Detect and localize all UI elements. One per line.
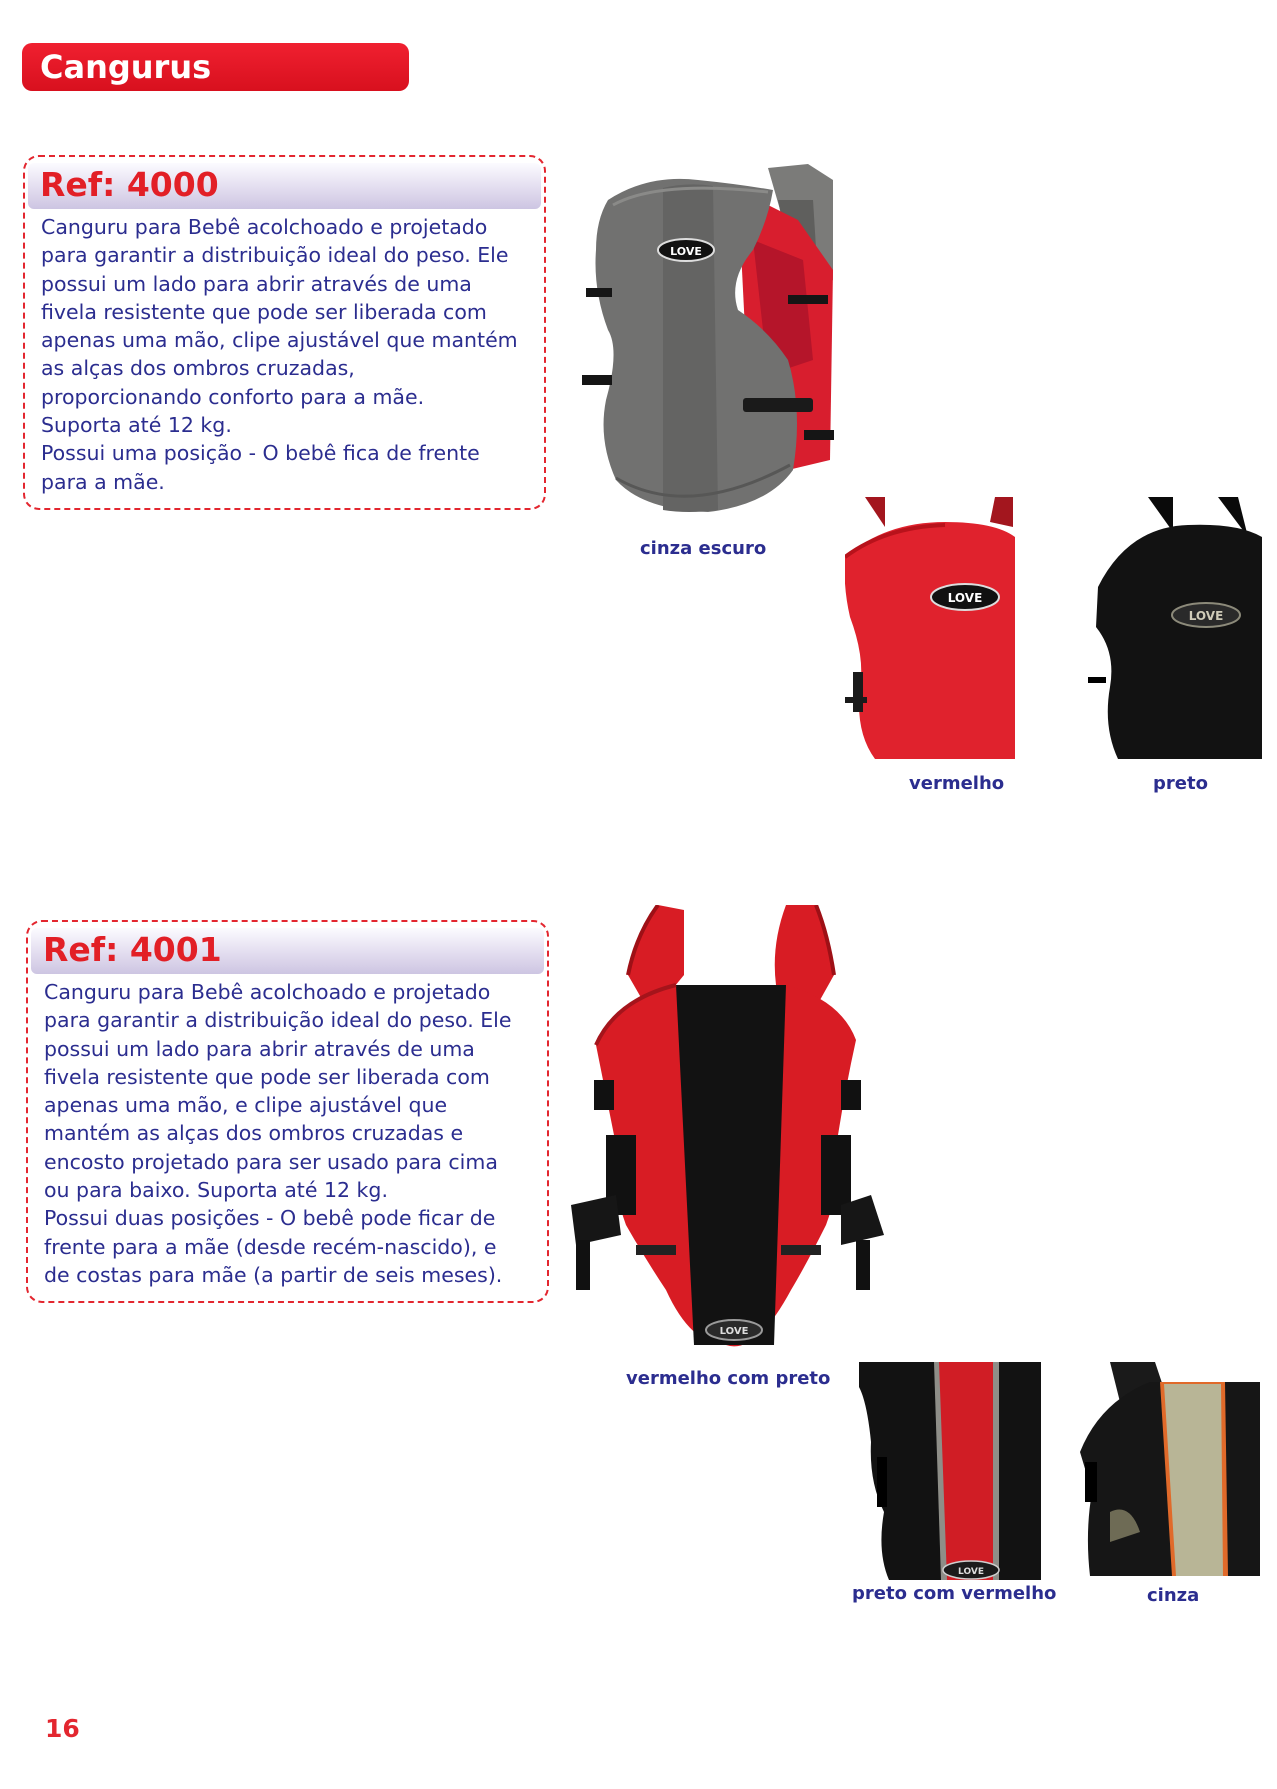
variant-caption: vermelho bbox=[909, 773, 1005, 794]
logo-text: LOVE bbox=[719, 1326, 749, 1337]
description-line: possui um lado para abrir através de uma bbox=[44, 1036, 475, 1061]
logo-text: LOVE bbox=[947, 591, 983, 605]
description-line: encosto projetado para ser usado para cima bbox=[44, 1149, 498, 1174]
description-line: mantém as alças dos ombros cruzadas e bbox=[44, 1121, 464, 1146]
product-card-ref-4001 bbox=[26, 920, 549, 1303]
product-card-ref-4000 bbox=[23, 155, 546, 510]
description-line: fivela resistente que pode ser liberada com bbox=[41, 299, 487, 324]
description-line: fivela resistente que pode ser liberada com bbox=[44, 1064, 490, 1089]
description-line: apenas uma mão, e clipe ajustável que bbox=[44, 1093, 448, 1118]
page-number: 16 bbox=[45, 1714, 80, 1743]
product-photo-vermelho-com-preto bbox=[566, 905, 886, 1350]
product-description bbox=[44, 978, 535, 1289]
variant-caption: vermelho com preto bbox=[626, 1368, 831, 1389]
product-ref-title: Ref: 4001 bbox=[43, 930, 222, 969]
description-line: Suporta até 12 kg. bbox=[41, 413, 232, 438]
product-description bbox=[41, 213, 532, 496]
product-photo-preto bbox=[1088, 497, 1262, 759]
description-line: Possui uma posição - O bebê fica de frente bbox=[41, 441, 480, 466]
variant-caption: preto bbox=[1153, 773, 1208, 794]
product-ref-header bbox=[28, 163, 541, 209]
logo-text: LOVE bbox=[670, 245, 702, 258]
description-line: Possui duas posições - O bebê pode ficar de bbox=[44, 1206, 496, 1231]
product-ref-title: Ref: 4000 bbox=[40, 165, 219, 204]
product-photo-preto-com-vermelho bbox=[859, 1362, 1041, 1580]
description-line: apenas uma mão, clipe ajustável que mantém bbox=[41, 328, 518, 353]
description-line: para garantir a distribuição ideal do peso. Ele bbox=[41, 243, 509, 268]
description-line: para a mãe. bbox=[41, 469, 165, 494]
variant-caption: preto com vermelho bbox=[852, 1583, 1057, 1604]
product-photo-vermelho bbox=[845, 497, 1015, 759]
variant-caption: cinza bbox=[1147, 1585, 1200, 1606]
product-photo-cinza-escuro bbox=[568, 160, 858, 530]
description-line: ou para baixo. Suporta até 12 kg. bbox=[44, 1178, 388, 1203]
variant-caption: cinza escuro bbox=[640, 538, 767, 559]
description-line: de costas para mãe (a partir de seis meses). bbox=[44, 1262, 503, 1287]
description-line: possui um lado para abrir através de uma bbox=[41, 271, 472, 296]
description-line: frente para a mãe (desde recém-nascido), e bbox=[44, 1234, 497, 1259]
product-photo-cinza bbox=[1080, 1362, 1260, 1576]
description-line: para garantir a distribuição ideal do peso. Ele bbox=[44, 1008, 512, 1033]
description-line: Canguru para Bebê acolchoado e projetado bbox=[44, 980, 491, 1004]
description-line: Canguru para Bebê acolchoado e projetado bbox=[41, 215, 488, 239]
product-ref-header bbox=[31, 928, 544, 974]
description-line: as alças dos ombros cruzadas, bbox=[41, 356, 355, 381]
logo-text: LOVE bbox=[1188, 609, 1224, 623]
logo-text: LOVE bbox=[958, 1567, 984, 1577]
section-title: Cangurus bbox=[22, 43, 409, 91]
description-line: proporcionando conforto para a mãe. bbox=[41, 384, 425, 409]
